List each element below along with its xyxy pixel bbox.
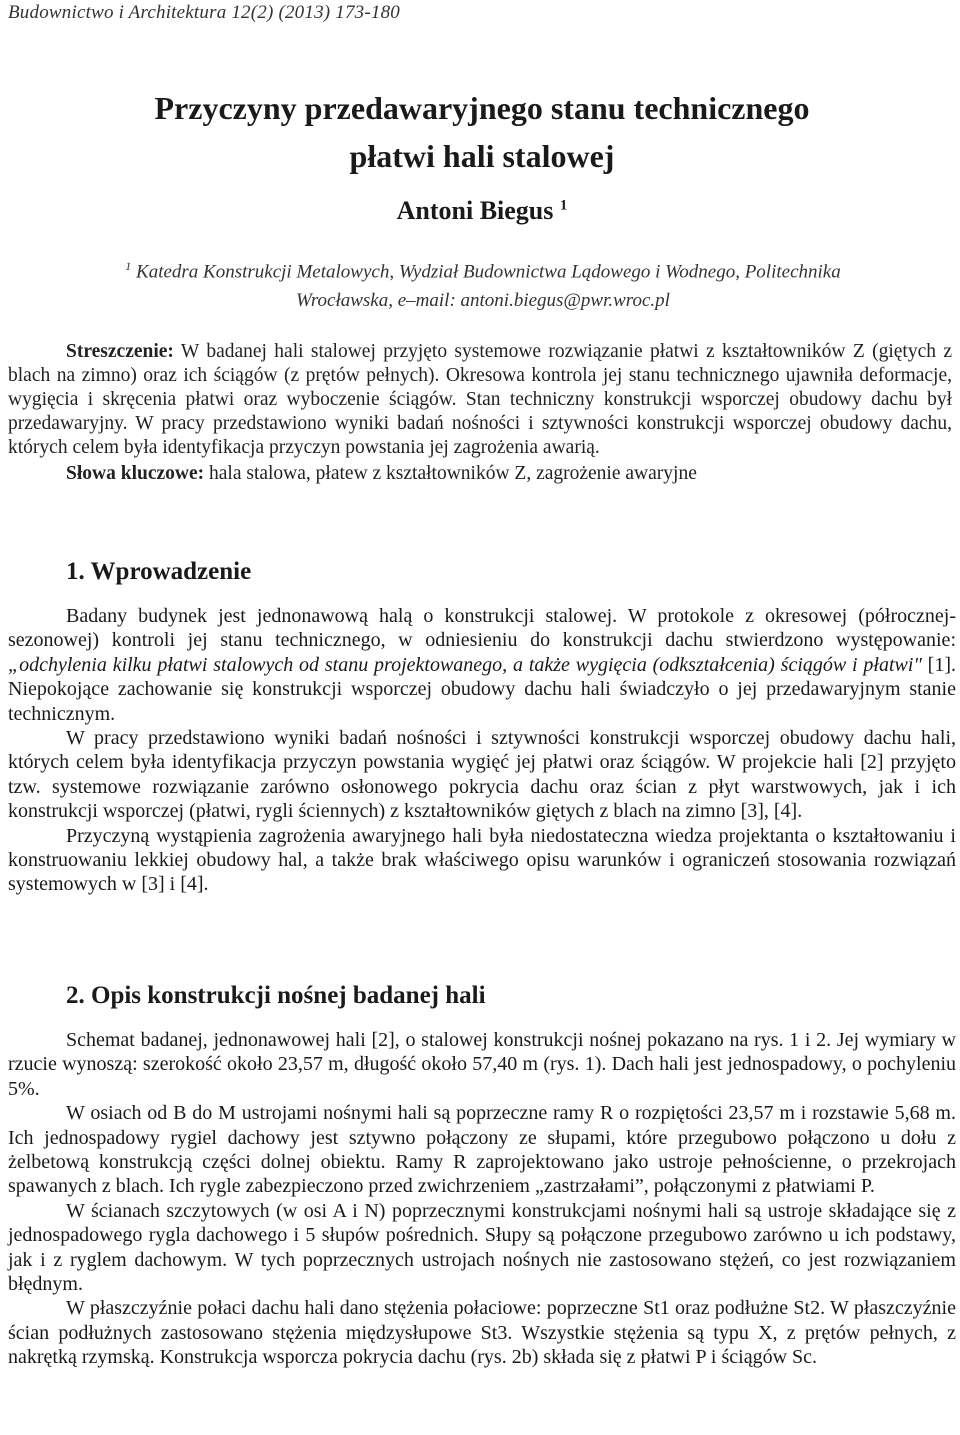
paper-title <box>8 84 956 180</box>
journal-header: Budownictwo i Architektura 12(2) (2013) 173-180 <box>8 2 400 23</box>
author-name: Antoni Biegus <box>396 196 554 225</box>
abstract-text: Streszczenie: W badanej hali stalowej przyjęto systemowe rozwiązanie płatwi z kształtowników Z (giętych z blach na zimno) oraz ich ściągów (z prętów pełnych). Okresowa kontrola jej stanu technicznego ujawniła deformacje, wygięcia i skręcenia płatwi oraz wyboczenie ściągów. Stan techniczny konstrukcji wsporczej obudowy dachu był przedawaryjny. W pracy przedstawiono wyniki badań nośności i sztywności konstrukcji wsporczej obudowy dachu, których celem była identyfikacja przyczyn powstania jej zagrożenia awarią. <box>8 341 952 458</box>
section-introduction-body <box>8 604 956 897</box>
paragraph: W pracy przedstawiono wyniki badań nośności i sztywności konstrukcji wsporczej obudowy dachu hali, których celem była identyfikacja przyczyn powstania wygięć jej płatwi oraz ściągów. W projekcie hali [2] przyjęto tzw. systemowe rozwiązanie zarówno osłonowego pokrycia dachu oraz ścian z płyt warstwowych, jak i ich konstrukcji wsporczej (płatwi, rygli ściennych) z kształtowników giętych z blach na zimno [3], [4]. <box>8 727 956 823</box>
paragraph: Przyczyną wystąpienia zagrożenia awaryjnego hali była niedostateczna wiedza projektanta o kształtowaniu i konstruowaniu lekkiej obudowy hal, a także brak właściwego opisu warunków i ograniczeń stosowania rozwiązań systemowych w [3] i [4]. <box>8 824 956 896</box>
paragraph: W ścianach szczytowych (w osi A i N) poprzecznymi konstrukcjami nośnymi hali są ustroje składające się z jednospadowego rygla dachowego i 5 słupów pośrednich. Słupy są połączone przegubowo zarówno u ich podstawy, jak i z ryglem dachowym. W tych poprzecznych ustrojach nośnych nie zastosowano stężeń, co jest rozwiązaniem błędnym. <box>8 1199 956 1296</box>
paragraph: W płaszczyźnie połaci dachu hali dano stężenia połaciowe: poprzeczne St1 oraz podłużne St2. W płaszczyźnie ścian podłużnych zastosowano stężenia międzysłupowe St3. Wszystkie stężenia są typu X, z prętów pełnych, z nakrętką rzymską. Konstrukcja wsporcza pokrycia dachu (rys. 2b) składa się z płatwi P i ściągów Sc. <box>8 1297 956 1369</box>
quoted-protocol: „odchylenia kilku płatwi stalowych od stanu projektowanego, a także wygięcia (odkształcenia) ściągów i płatwi" <box>8 653 922 676</box>
affiliation <box>38 252 928 315</box>
paper-title-line2: płatwi hali stalowej <box>349 138 615 174</box>
section-heading-structure: 2. Opis konstrukcji nośnej badanej hali <box>66 982 486 1009</box>
keywords: Słowa kluczowe: hala stalowa, płatew z kształtowników Z, zagrożenie awaryjne <box>66 463 697 484</box>
section-structure-body <box>8 1028 956 1370</box>
abstract <box>8 340 952 486</box>
affiliation-sup: 1 <box>125 259 132 273</box>
affiliation-line2: Wrocławska, e–mail: antoni.biegus@pwr.wroc.pl <box>296 290 670 312</box>
section-heading-introduction: 1. Wprowadzenie <box>66 558 252 585</box>
author-sup: 1 <box>559 197 568 214</box>
abstract-label: Streszczenie: <box>66 341 174 362</box>
paper-title-line1: Przyczyny przedawaryjnego stanu technicznego <box>154 90 810 126</box>
keywords-label: Słowa kluczowe: <box>66 463 205 484</box>
affiliation-line1: $^1$ Katedra Konstrukcji Metalowych, Wydział Budownictwa Lądowego i Wodnego, Politechnika <box>125 259 841 283</box>
paragraph: W osiach od B do M ustrojami nośnymi hali są poprzeczne ramy R o rozpiętości 23,57 m i rozstawie 5,68 m. Ich jednospadowy rygiel dachowy jest sztywno połączony ze słupami, które przegubowo połączono u dołu z żelbetową konstrukcją części dolnej obiektu. Ramy R zaprojektowano jako ustroje pełnościenne, o przekrojach spawanych z blach. Ich rygle zabezpieczono przed zwichrzeniem „zastrzałami”, połączonymi z płatwiami P. <box>8 1102 956 1198</box>
author <box>8 196 956 226</box>
paragraph: Badany budynek jest jednonawową halą o konstrukcji stalowej. W protokole z okresowej (półrocznej-sezonowej) kontroli jej stanu technicznego, w odniesieniu do konstrukcji dachu stwierdzono występowanie: „odchylenia kilku płatwi stalowych od stanu projektowanego, a także wygięcia (odkształcenia) ściągów i płatwi" [1]. Niepokojące zachowanie się konstrukcji wsporczej obudowy dachu hali świadczyło o jej przedawaryjnym stanie technicznym. <box>8 605 956 725</box>
paragraph: Schemat badanej, jednonawowej hali [2], o stalowej konstrukcji nośnej pokazano na rys. 1 i 2. Jej wymiary w rzucie wynoszą: szerokość około 23,57 m, długość około 57,40 m (rys. 1). Dach hali jest jednospadowy, o pochyleniu 5%. <box>8 1029 956 1100</box>
